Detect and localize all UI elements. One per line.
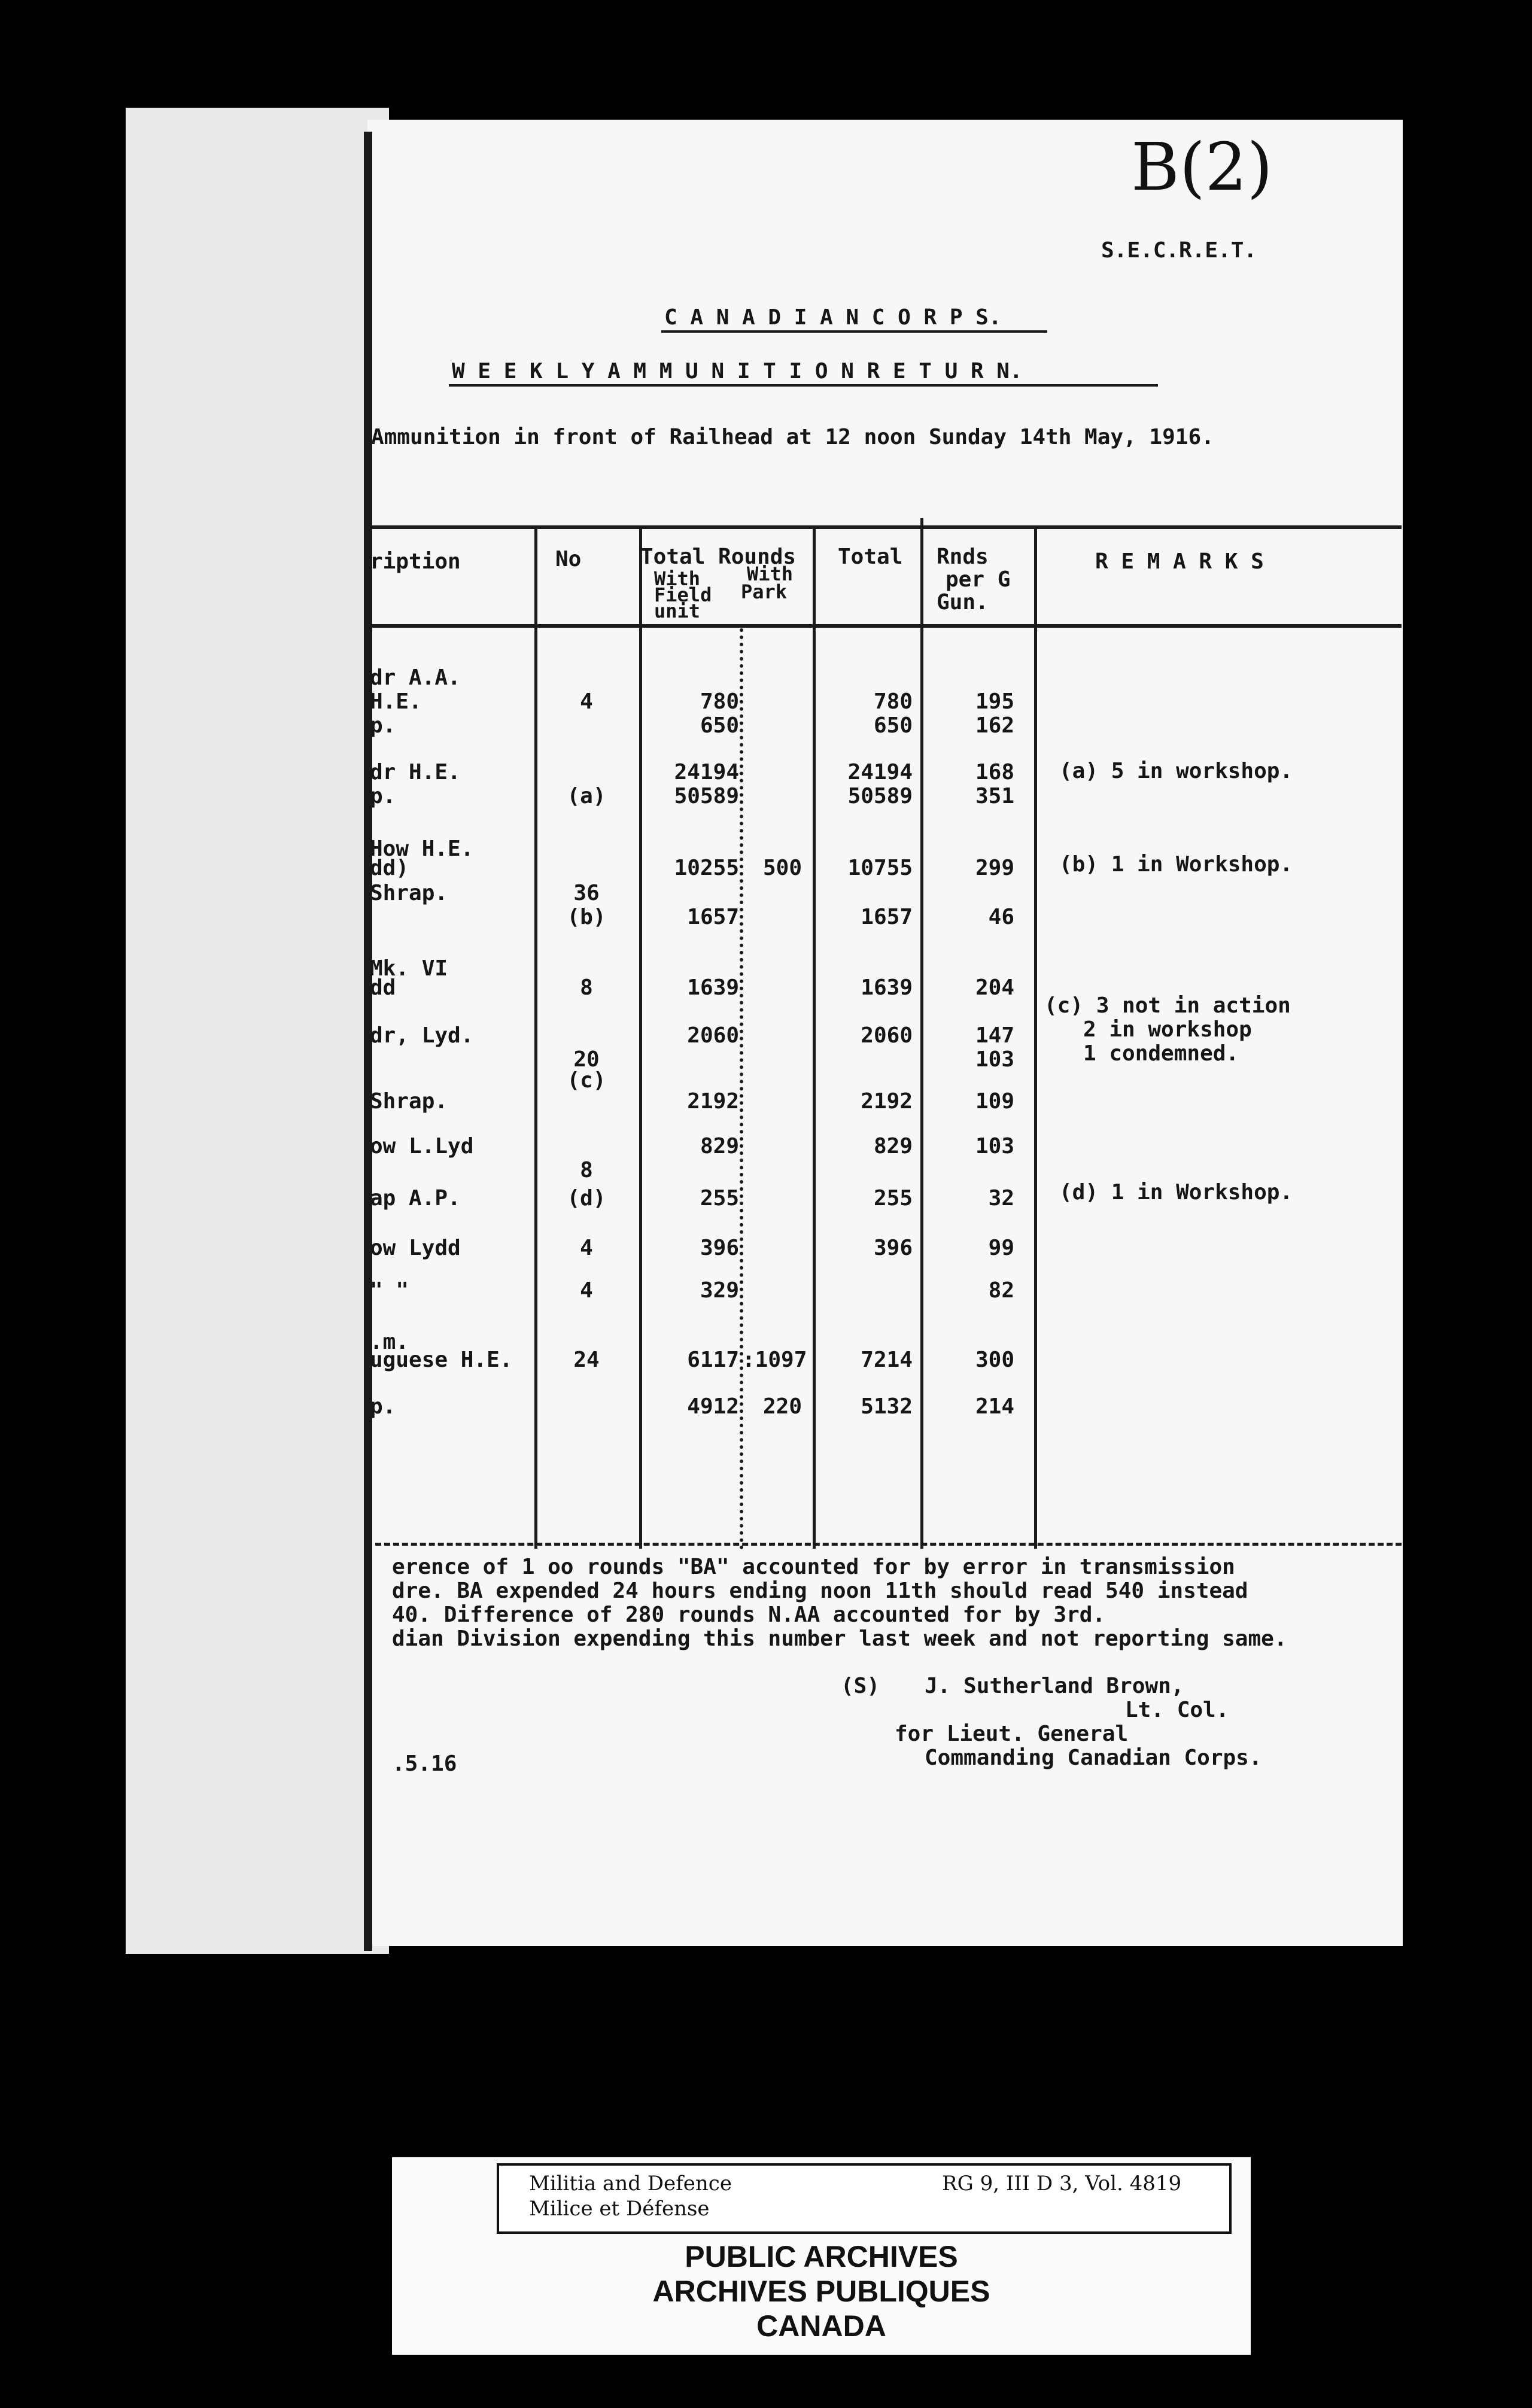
row-total: 5132: [861, 1394, 913, 1419]
row-per-gun: 103: [975, 1134, 1014, 1159]
row-per-gun: 32: [988, 1186, 1014, 1211]
row-per-gun: 195: [975, 689, 1014, 714]
row-total: 1657: [861, 905, 913, 929]
row-per-gun: 214: [975, 1394, 1014, 1419]
archive-name-fr: ARCHIVES PUBLIQUES: [652, 2275, 990, 2308]
row-with-field: 1639: [687, 975, 739, 1000]
signature-name: J. Sutherland Brown,: [925, 1674, 1184, 1698]
col-rule-field: [639, 525, 642, 1549]
row-with-field: 6117: [687, 1348, 739, 1372]
row-with-field: 10255: [674, 856, 739, 880]
header-description: ription: [370, 549, 461, 574]
row-description: p.: [370, 1394, 396, 1419]
table-header-rule: [366, 624, 1402, 628]
row-with-field: 24194: [674, 760, 739, 785]
row-no: 4: [580, 1236, 593, 1260]
row-per-gun: 103: [975, 1047, 1014, 1072]
row-with-field: 396: [700, 1236, 739, 1260]
row-per-gun: 299: [975, 856, 1014, 880]
remark-a: (a) 5 in workshop.: [1059, 759, 1293, 783]
document-date: .5.16: [392, 1752, 457, 1776]
intro-line: Ammunition in front of Railhead at 12 noon Sunday 14th May, 1916.: [371, 425, 1214, 449]
header-gun: Gun.: [937, 590, 989, 615]
col-rule-remarks: [1034, 525, 1037, 1549]
remark-c-2: 2 in workshop: [1083, 1017, 1252, 1042]
doc-subtitle: W E E K L Y A M M U N I T I O N R E T U R N.: [452, 359, 1023, 384]
row-total: 10755: [847, 856, 913, 880]
header-field: Field: [654, 583, 712, 606]
row-no: 36: [573, 881, 600, 905]
row-with-park: 220: [762, 1394, 802, 1419]
header-remarks: R E M A R K S: [1095, 549, 1264, 574]
header-rnds: Rnds: [937, 545, 989, 569]
row-per-gun: 300: [975, 1348, 1014, 1372]
signature-for: for Lieut. General: [895, 1722, 1129, 1746]
signature-rank: Lt. Col.: [1125, 1698, 1229, 1722]
doc-title: C A N A D I A N C O R P S.: [664, 305, 1002, 330]
archive-dept-fr: Milice et Défense: [529, 2197, 710, 2221]
footnote-line-4: dian Division expending this number last week and not reporting same.: [392, 1626, 1287, 1651]
row-total: 650: [873, 713, 913, 738]
row-no: (c): [567, 1068, 606, 1093]
header-unit: unit: [654, 600, 701, 622]
row-no: 20: [573, 1047, 600, 1072]
row-total: 1639: [861, 975, 913, 1000]
row-per-gun: 168: [975, 760, 1014, 785]
footnote-line-1: erence of 1 oo rounds "BA" accounted for by error in transmission: [392, 1555, 1235, 1579]
row-with-field: 329: [700, 1278, 739, 1303]
row-per-gun: 46: [988, 905, 1014, 929]
row-total: 50589: [847, 784, 913, 808]
row-with-field: 2192: [687, 1089, 739, 1114]
row-with-field: 780: [700, 689, 739, 714]
header-total: Total: [838, 545, 903, 569]
remark-b: (b) 1 in Workshop.: [1059, 852, 1293, 877]
row-with-field: 1657: [687, 905, 739, 929]
row-with-field: 2060: [687, 1023, 739, 1048]
row-description: ow Lydd: [370, 1236, 461, 1260]
header-park: Park: [741, 580, 788, 603]
row-description: How H.E.: [370, 837, 474, 861]
row-description: dr, Lyd.: [370, 1023, 474, 1048]
title-underline: [661, 330, 1047, 333]
row-per-gun: 162: [975, 713, 1014, 738]
header-no: No: [555, 547, 582, 571]
row-no: 4: [580, 689, 593, 714]
row-with-park: :1097: [742, 1348, 807, 1372]
row-description: dr A.A.: [370, 665, 461, 690]
remark-c-3: 1 condemned.: [1083, 1041, 1239, 1066]
row-total: 780: [873, 689, 913, 714]
row-description: " ": [370, 1278, 409, 1303]
row-description: ap A.P.: [370, 1186, 461, 1211]
row-total: 255: [873, 1186, 913, 1211]
row-total: 396: [873, 1236, 913, 1260]
row-description: Shrap.: [370, 881, 448, 905]
classification: S.E.C.R.E.T.: [1101, 238, 1257, 263]
row-description: Mk. VI: [370, 956, 448, 981]
row-no: 8: [580, 975, 593, 1000]
row-with-field: 650: [700, 713, 739, 738]
row-total: 2192: [861, 1089, 913, 1114]
row-per-gun: 109: [975, 1089, 1014, 1114]
row-total: 2060: [861, 1023, 913, 1048]
row-per-gun: 147: [975, 1023, 1014, 1048]
row-description: Shrap.: [370, 1089, 448, 1114]
footnote-line-3: 40. Difference of 280 rounds N.AA accounted for by 3rd.: [392, 1603, 1106, 1627]
row-description: ow L.Lyd: [370, 1134, 474, 1159]
row-total: 7214: [861, 1348, 913, 1372]
row-per-gun: 82: [988, 1278, 1014, 1303]
row-description: dd): [370, 856, 409, 880]
archive-dept-en: Militia and Defence: [529, 2172, 732, 2196]
signature-s: (S): [841, 1674, 880, 1698]
row-description: p.: [370, 784, 396, 808]
row-no: 24: [573, 1348, 600, 1372]
table-bottom-rule: [366, 1543, 1402, 1546]
row-description: dr H.E.: [370, 760, 461, 785]
signature-command: Commanding Canadian Corps.: [925, 1746, 1262, 1770]
archive-reference-box: [497, 2163, 1232, 2234]
remark-c-1: (c) 3 not in action: [1044, 993, 1291, 1018]
row-with-field: 829: [700, 1134, 739, 1159]
row-with-park: 500: [762, 856, 802, 880]
row-with-field: 4912: [687, 1394, 739, 1419]
col-rule-per-gun: [920, 518, 923, 1549]
row-no: 8: [580, 1158, 593, 1182]
row-no: (d): [567, 1186, 606, 1211]
row-description: .m.: [370, 1330, 409, 1354]
row-with-field: 255: [700, 1186, 739, 1211]
row-per-gun: 99: [988, 1236, 1014, 1260]
subtitle-underline: [449, 384, 1158, 387]
header-with-park: With: [747, 563, 794, 585]
table-top-rule: [366, 525, 1402, 529]
row-per-gun: 204: [975, 975, 1014, 1000]
remark-d: (d) 1 in Workshop.: [1059, 1180, 1293, 1205]
archive-name-en: PUBLIC ARCHIVES: [685, 2240, 958, 2273]
row-no: 4: [580, 1278, 593, 1303]
handwritten-mark: B(2): [1131, 129, 1273, 205]
row-total: 829: [873, 1134, 913, 1159]
header-with-field: With: [654, 567, 701, 590]
row-per-gun: 351: [975, 784, 1014, 808]
row-description: p.: [370, 713, 396, 738]
row-description: uguese H.E.: [370, 1348, 513, 1372]
row-with-field: 50589: [674, 784, 739, 808]
row-no: (a): [567, 784, 606, 808]
header-per-g: per G: [946, 567, 1011, 592]
underlying-sheet: [126, 108, 389, 1954]
row-description: dd: [370, 975, 396, 1000]
row-total: 24194: [847, 760, 913, 785]
archive-country: CANADA: [756, 2309, 886, 2343]
header-total-rounds: Total Rounds: [640, 545, 797, 569]
col-rule-total: [813, 525, 816, 1549]
footnote-line-2: dre. BA expended 24 hours ending noon 11th should read 540 instead: [392, 1579, 1248, 1603]
row-description: H.E.: [370, 689, 422, 714]
col-rule-no: [534, 525, 537, 1549]
row-no: (b): [567, 905, 606, 929]
archive-reference: RG 9, III D 3, Vol. 4819: [942, 2172, 1182, 2196]
